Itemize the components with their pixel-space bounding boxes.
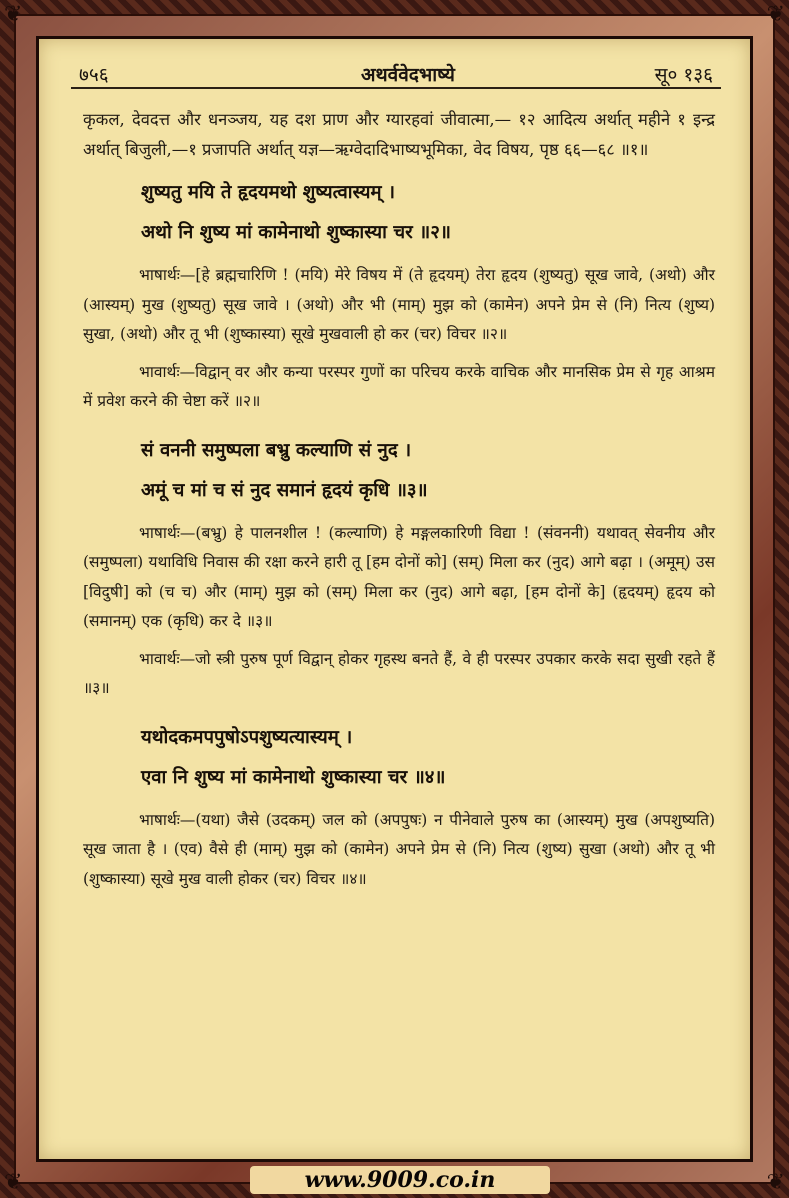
corner-ornament-icon: ❦ bbox=[4, 1170, 23, 1195]
book-title: अथर्ववेदभाष्ये bbox=[361, 64, 455, 86]
corner-ornament-icon: ❦ bbox=[4, 2, 23, 27]
mantra-line: यथोदकमपपुषोऽपशुष्यत्यास्यम् । bbox=[141, 726, 353, 748]
mantra-line: सं वननी समुष्पला बभ्रु कल्याणि सं नुद । bbox=[141, 439, 412, 461]
bhashartha-paragraph: भाषार्थः—[हे ब्रह्मचारिणि ! (मयि) मेरे विषय में (ते हृदयम्) तेरा हृदय (शुष्यतु) सूख जावे, (अथो) और (आस्यम्) मुख (शुष्यतु) सूख जावे । (अथो) और भी (माम्) मुझ को (कामेन) अपने प्रेम से (नि) नित्य (शुष्य) सुखा, (अथो) और तू भी (शुष्कास्या) सूखे मुखवाली हो कर (चर) विचर ॥२॥ bbox=[83, 266, 715, 343]
bhavartha-paragraph: भावार्थः—जो स्त्री पुरुष पूर्ण विद्वान् होकर गृहस्थ बनते हैं, वे ही परस्पर उपकार करके सदा सुखी रहते हैं ॥३॥ bbox=[83, 649, 715, 697]
mantra-line: शुष्यतु मयि ते हृदयमथो शुष्यत्वास्यम् । bbox=[141, 182, 396, 203]
book-page bbox=[36, 36, 753, 1162]
intro-paragraph: कृकल, देवदत्त और धनञ्जय, यह दश प्राण और ग्यारहवां जीवात्मा,— १२ आदित्य अर्थात् महीने १ इन्द्र अर्थात् बिजुली,—१ प्रजापति अर्थात् यज्ञ—ऋग्वेदादिभाष्यभूमिका, वेद विषय, पृष्ठ ६६—६८ ॥१॥ bbox=[83, 110, 715, 159]
page-number: ७५६ bbox=[79, 64, 109, 86]
verse-2 bbox=[83, 173, 715, 417]
bhashartha-paragraph: भाषार्थः—(यथा) जैसे (उदकम्) जल को (अपपुषः) न पीनेवाले पुरुष का (आस्यम्) मुख (अपशुष्यति) सूख जाता है । (एव) वैसे ही (माम्) मुझ को (कामेन) अपने प्रेम से (नि) नित्य (शुष्य) सुखा (अथो) और तू भी (शुष्कास्या) सूखे मुख वाली होकर (चर) विचर ॥४॥ bbox=[83, 810, 715, 888]
bhavartha-paragraph: भावार्थः—विद्वान् वर और कन्या परस्पर गुणों का परिचय करके वाचिक और मानसिक प्रेम से गृह आश्रम में प्रवेश करने की चेष्टा करें ॥२॥ bbox=[83, 362, 715, 410]
mantra-line: एवा नि शुष्य मां कामेनाथो शुष्कास्या चर ॥४॥ bbox=[141, 766, 446, 788]
corner-ornament-icon: ❦ bbox=[766, 1170, 785, 1195]
sukta-number: सू० १३६ bbox=[654, 64, 713, 86]
verse-3 bbox=[83, 431, 715, 704]
mantra-line: अमूं च मां च सं नुद समानं हृदयं कृधि ॥३॥ bbox=[141, 479, 428, 501]
corner-ornament-icon: ❦ bbox=[766, 2, 785, 27]
verse-4 bbox=[83, 718, 715, 895]
page-content bbox=[83, 105, 715, 894]
page-header bbox=[71, 53, 721, 89]
mantra-line: अथो नि शुष्य मां कामेनाथो शुष्कास्या चर ॥२॥ bbox=[141, 222, 451, 243]
website-watermark: www.9009.co.in bbox=[250, 1166, 550, 1194]
bhashartha-paragraph: भाषार्थः—(बभ्रु) हे पालनशील ! (कल्याणि) हे मङ्गलकारिणी विद्या ! (संवननी) यथावत् सेवनीय और (समुष्पला) यथाविधि निवास की रक्षा करने हारी तू [हम दोनों को] (सम्) मिला कर (नुद) आगे बढ़ा । (अमूम्) उस [विदुषी] को (च च) और (माम्) मुझ को (सम्) मिला कर (नुद) आगे बढ़ा, [हम दोनों के] (हृदयम्) हृदय को (समानम्) एक (कृधि) कर दे ॥३॥ bbox=[83, 523, 715, 630]
